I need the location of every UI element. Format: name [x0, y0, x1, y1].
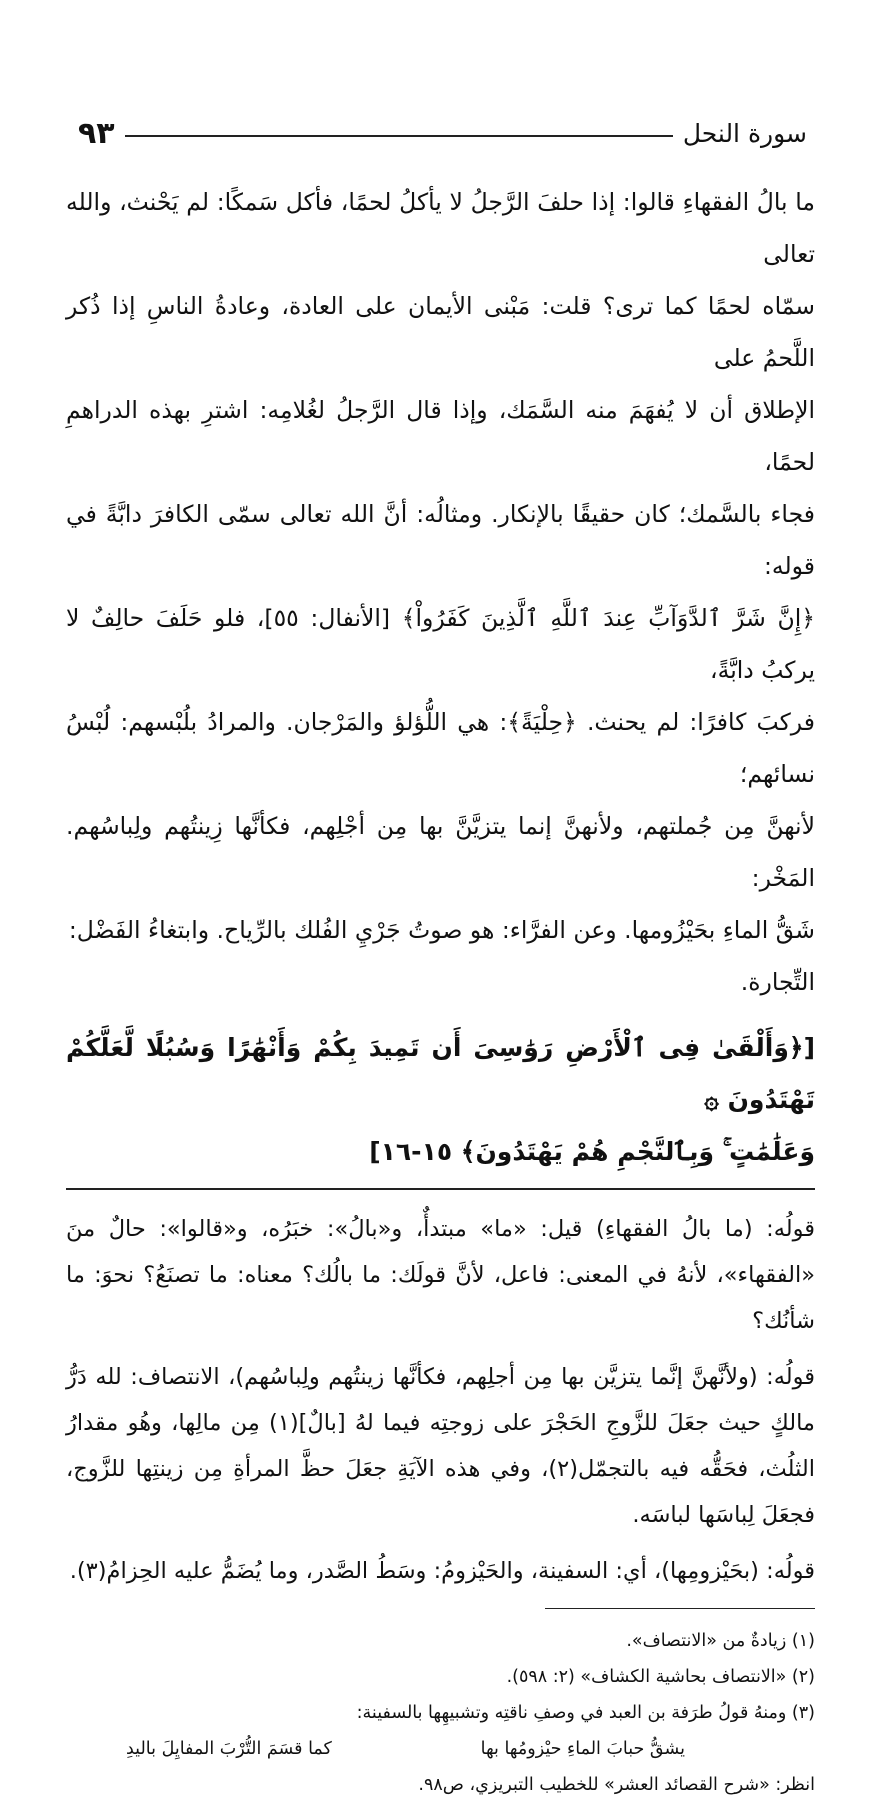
- running-title: سورة النحل: [682, 118, 807, 148]
- footnote-3: (٣) ومنهُ قولُ طرَفة بن العبد في وصفِ ناقتِه وتشبيهِها بالسفينة:: [356, 1703, 815, 1723]
- footnote-2: (٢) «الانتصاف بحاشية الكشاف» (٢: ٥٩٨).: [506, 1667, 815, 1687]
- page-header: [78, 108, 807, 158]
- poetry-verse: [66, 1731, 815, 1767]
- text-line: فركبَ كافرًا: لم يحنث. ﴿حِلْيَةً﴾: هي اللُّؤلؤ والمَرْجان. والمرادُ بلُبْسهم: لُبْسُ نسائهم؛: [66, 708, 815, 788]
- commentary-paragraph: قولُه: (بحَيْزومِها)، أي: السفينة، والحَيْزومُ: وسَطُ الصَّدر، وما يُضَمُّ عليه الحِزامُ(٣).: [69, 1558, 815, 1584]
- header-rule: [125, 135, 673, 137]
- text-line: لأنهنَّ مِن جُملتهم، ولأنهنَّ إنما يتزيَّنَّ بها مِن أجْلِهم، فكأنَّها زِينتُهم ولِباسُهم. المَخْر:: [66, 812, 815, 892]
- page-body: [66, 176, 815, 1803]
- text-line: شَقُّ الماءِ بحَيْزُومها. وعن الفرَّاء: هو صوتُ جَرْيِ الفُلك بالرِّياح. وابتغاءُ الفَضْل:: [68, 916, 815, 944]
- main-text: [66, 176, 815, 1008]
- page-number: ٩٣: [78, 115, 115, 151]
- footnotes: [66, 1623, 815, 1803]
- section-divider: [66, 1188, 815, 1190]
- footnote-1: (١) زيادةٌ من «الانتصاف».: [626, 1631, 815, 1651]
- footnote-reference: انظر: «شرح القصائد العشر» للخطيب التبريزي، ص٩٨.: [418, 1775, 815, 1795]
- verse-line: [﴿وَأَلْقَىٰ فِى ٱلْأَرْضِ رَوَٰسِىَ أَن تَمِيدَ بِكُمْ وَأَنْهَٰرًا وَسُبُلًا لَّعَلَّكُمْ تَهْتَدُونَ ۞: [66, 1033, 815, 1114]
- text-line: فجاء بالسَّمك؛ كان حقيقًا بالإنكار. ومثالُه: أنَّ الله تعالى سمّى الكافرَ دابَّةً في قوله:: [66, 500, 815, 580]
- commentary: [66, 1206, 815, 1594]
- poetry-hemistich-2: كما قسَمَ التُّرْبَ المفايِلَ باليدِ: [126, 1739, 332, 1759]
- text-line: سمّاه لحمًا كما ترى؟ قلت: مَبْنى الأيمان على العادة، وعادةُ الناسِ إذا ذُكر اللَّحمُ على: [66, 292, 815, 372]
- text-line: ما بالُ الفقهاءِ قالوا: إذا حلفَ الرَّجلُ لا يأكلُ لحمًا، فأكل سَمكًا: لم يَحْنث، والله تعالى: [66, 188, 815, 268]
- quran-verse-block: [66, 1022, 815, 1178]
- text-line: الإطلاق أن لا يُفهَمَ منه السَّمَك، وإذا قال الرَّجلُ لغُلامِه: اشترِ بهذه الدراهمِ لحمًا،: [66, 396, 815, 476]
- text-line: التِّجارة.: [740, 968, 815, 996]
- poetry-hemistich-1: يشقُّ حبابَ الماءِ حيْزومُها بها: [480, 1739, 685, 1759]
- commentary-paragraph: قولُه: (ولأنَّهنَّ إنَّما يتزيَّن بها مِن أجلِهم، فكأنَّها زينتُهم ولِباسُهم)، الانتصاف: لله دَرُّ مالكٍ حيث جعَلَ للزَّوجِ الحَجْرَ على زوجتِه فيما لهُ [بالٌ](١) مِن مالِها، وهُو مقدارُ الثلُث، فحَقُّه فيه بالتجمّل(٢)، وفي هذه الآيَةِ جعَلَ حظَّ المرأةِ مِن زينتِها للزَّوج، فجعَلَ لِباسَها لباسَه.: [66, 1364, 815, 1528]
- footnote-divider: [545, 1608, 815, 1609]
- verse-line: وَعَلَٰمَٰتٍ ۚ وَبِٱلنَّجْمِ هُمْ يَهْتَدُونَ﴾ ١٥-١٦]: [369, 1137, 815, 1166]
- commentary-paragraph: قولُه: (ما بالُ الفقهاءِ) قيل: «ما» مبتدأٌ، و«بالُ»: خبَرُه، و«قالوا»: حالٌ منَ «الفقهاء»، لأنهُ في المعنى: فاعل، لأنَّ قولَك: ما بالُك؟ معناه: ما تصنَعُ؟ نحوَ: ما شأنُك؟: [66, 1216, 815, 1334]
- text-line: ﴿إِنَّ شَرَّ ٱلدَّوَآبِّ عِندَ ٱللَّهِ ٱلَّذِينَ كَفَرُواْ﴾ [الأنفال: ٥٥]، فلو حَلَفَ حالِفٌ لا يركبُ دابَّةً،: [66, 604, 815, 684]
